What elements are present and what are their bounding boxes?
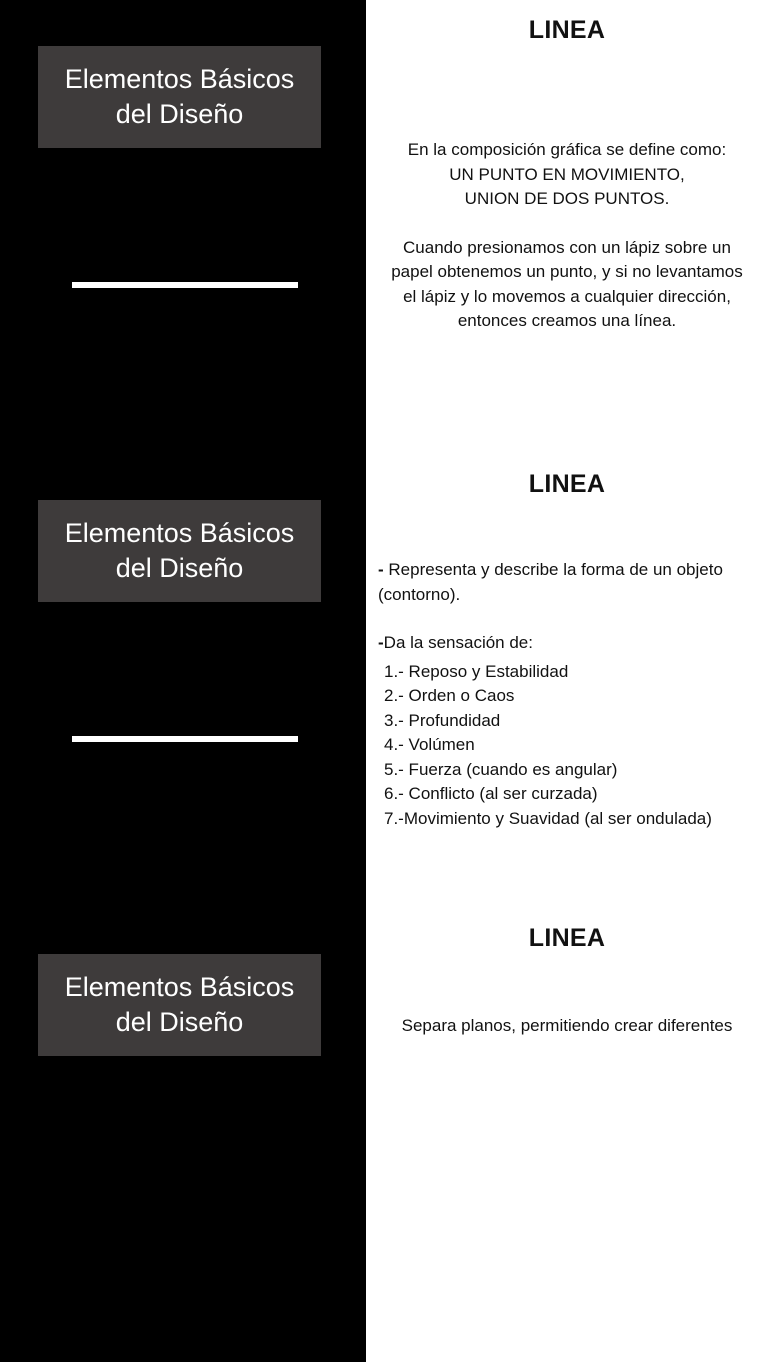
- sensation-dash: -: [378, 633, 384, 652]
- list-item: 2.- Orden o Caos: [384, 686, 515, 705]
- title-box: [38, 954, 321, 1056]
- paragraph-line: papel obtenemos un punto, y si no levantamos: [391, 262, 743, 281]
- definition-line: UNION DE DOS PUNTOS.: [464, 189, 670, 208]
- list-item: 4.- Volúmen: [384, 735, 475, 754]
- title-box: [38, 46, 321, 148]
- bullet-paragraph: [378, 558, 764, 607]
- list-item: 5.- Fuerza (cuando es angular): [384, 759, 618, 779]
- slide-1: [0, 0, 768, 454]
- partial-text: Separa planos, permitiendo crear diferentes: [401, 1016, 733, 1035]
- list-item: 7.-Movimiento y Suavidad (al ser ondulada): [384, 808, 712, 828]
- sensation-text: Da la sensación de:: [383, 633, 533, 652]
- decorative-line: [72, 736, 298, 742]
- paragraph-line: entonces creamos una línea.: [457, 311, 677, 330]
- slide-title: Elementos Básicos del Diseño: [64, 518, 295, 583]
- definition-line: UN PUNTO EN MOVIMIENTO,: [449, 164, 685, 184]
- sensation-list: [378, 660, 764, 832]
- title-box: [38, 500, 321, 602]
- right-panel: [366, 454, 768, 908]
- description-text: [378, 558, 764, 831]
- paragraph-line: el lápiz y lo movemos a cualquier dirección,: [403, 286, 731, 306]
- slide-2: [0, 454, 768, 908]
- right-panel: [366, 0, 768, 454]
- left-panel: [0, 0, 366, 454]
- slide-title: Elementos Básicos del Diseño: [64, 972, 295, 1037]
- decorative-line: [72, 282, 298, 288]
- slide-heading: LINEA: [528, 16, 606, 44]
- slide-heading: LINEA: [528, 924, 606, 952]
- slide-heading: LINEA: [528, 470, 606, 498]
- paragraph-line: Cuando presionamos con un lápiz sobre un: [403, 237, 731, 257]
- list-item: 6.- Conflicto (al ser curzada): [384, 784, 598, 803]
- slide-title: Elementos Básicos del Diseño: [64, 64, 295, 129]
- list-item: 1.- Reposo y Estabilidad: [384, 661, 569, 681]
- slide-3: [0, 908, 768, 1362]
- definition-text: [366, 138, 768, 334]
- list-item: 3.- Profundidad: [384, 710, 501, 730]
- left-panel: [0, 908, 366, 1362]
- bullet-dash: -: [378, 560, 384, 579]
- left-panel: [0, 454, 366, 908]
- right-panel: [366, 908, 768, 1362]
- definition-line: En la composición gráfica se define como:: [407, 140, 727, 159]
- sensation-heading: [378, 631, 764, 656]
- bullet-text: Representa y describe la forma de un objeto (contorno).: [378, 560, 723, 604]
